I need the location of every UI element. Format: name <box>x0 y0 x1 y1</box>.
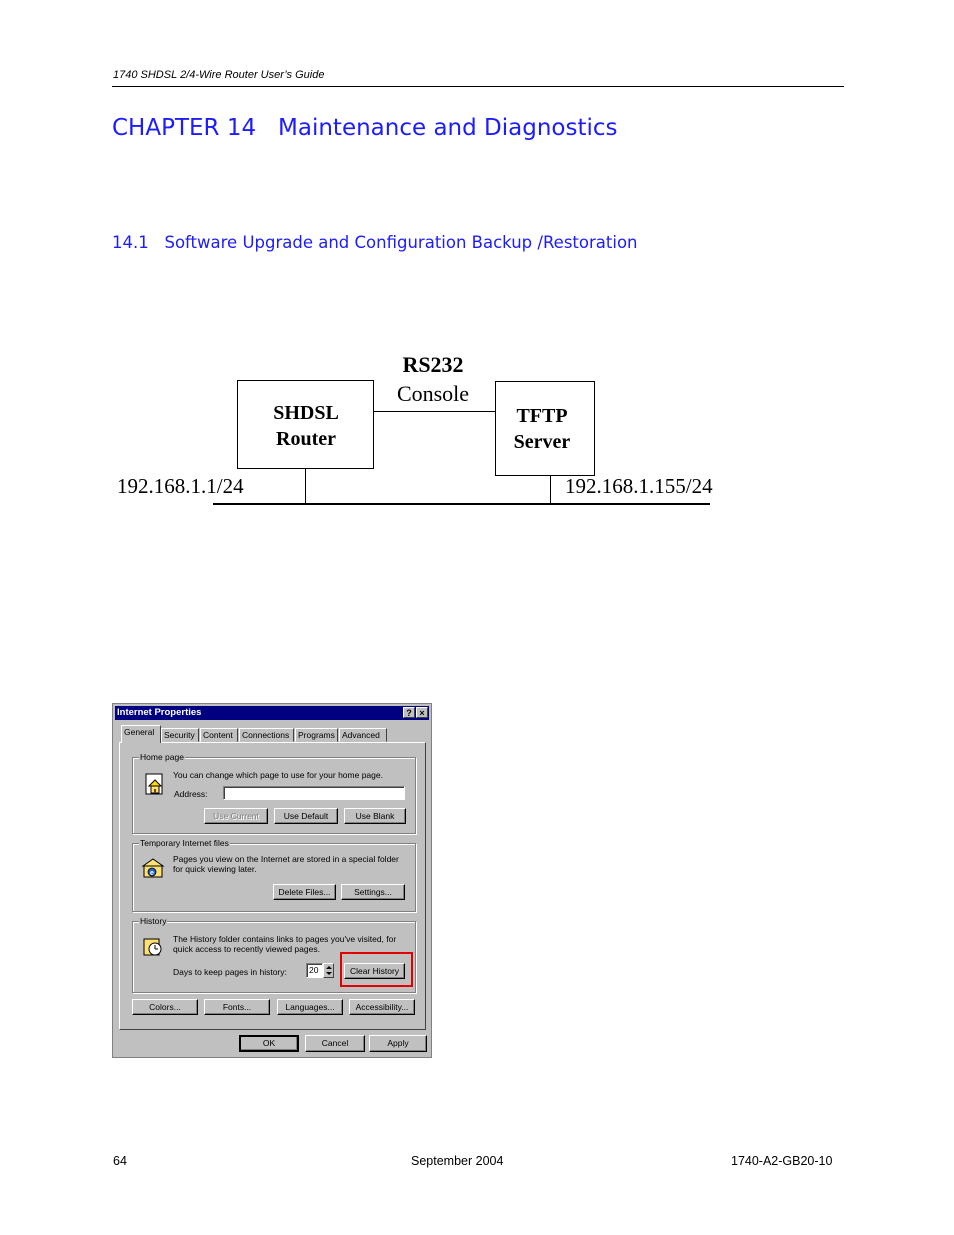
temp-files-folder-icon <box>141 856 165 880</box>
footer-doc-id: 1740-A2-GB20-10 <box>731 1154 833 1168</box>
link-label-line1: RS232 <box>402 352 464 377</box>
colors-button[interactable]: Colors... <box>132 999 198 1015</box>
tab-connections[interactable]: Connections <box>239 728 294 742</box>
server-drop-line <box>550 475 551 504</box>
use-default-button[interactable]: Use Default <box>274 808 338 824</box>
address-input[interactable] <box>223 786 405 800</box>
clear-history-highlight <box>340 952 413 987</box>
temp-files-description-line1: Pages you view on the Internet are stored in a special folder <box>173 854 399 864</box>
svg-text:e: e <box>150 870 154 877</box>
internet-properties-dialog <box>112 703 432 1058</box>
spinner-up-icon[interactable] <box>326 966 332 969</box>
tab-content[interactable]: Content <box>200 728 238 742</box>
use-blank-button[interactable]: Use Blank <box>344 808 406 824</box>
server-ip-label: 192.168.1.155/24 <box>565 474 713 498</box>
link-label-line2: Console <box>396 381 470 406</box>
history-group <box>132 916 416 993</box>
console-link-line <box>373 411 496 412</box>
use-current-button[interactable]: Use Current <box>204 808 268 824</box>
tab-general[interactable]: General <box>121 725 161 743</box>
ok-button[interactable]: OK <box>239 1035 299 1052</box>
tab-advanced[interactable]: Advanced <box>339 728 387 742</box>
cancel-button[interactable]: Cancel <box>305 1035 365 1052</box>
home-page-icon <box>143 772 167 796</box>
header-rule <box>112 86 844 87</box>
temp-files-description-line2: for quick viewing later. <box>173 864 257 874</box>
server-label-line1: TFTP <box>516 405 568 427</box>
router-ip-label: 192.168.1.1/24 <box>117 474 244 498</box>
server-label <box>496 403 588 455</box>
apply-button[interactable]: Apply <box>369 1035 427 1052</box>
close-button[interactable]: × <box>416 707 428 718</box>
accessibility-button[interactable]: Accessibility... <box>349 999 415 1015</box>
lan-bus-line <box>213 503 710 505</box>
temp-files-group-title: Temporary Internet files <box>140 838 229 848</box>
router-label-line1: SHDSL <box>273 402 339 424</box>
chapter-title: CHAPTER 14 Maintenance and Diagnostics <box>112 115 618 141</box>
delete-files-button[interactable]: Delete Files... <box>273 884 336 900</box>
router-label <box>240 400 372 452</box>
days-in-history-input[interactable]: 20 <box>306 963 323 978</box>
section-title: 14.1 Software Upgrade and Configuration Backup /Restoration <box>112 233 638 252</box>
address-label: Address: <box>174 789 208 799</box>
history-group-title: History <box>140 916 167 926</box>
home-page-group-title: Home page <box>140 752 184 762</box>
tab-security[interactable]: Security <box>161 728 199 742</box>
languages-button[interactable]: Languages... <box>277 999 343 1015</box>
home-page-group <box>132 752 416 834</box>
spinner-down-icon[interactable] <box>326 972 332 975</box>
link-label <box>383 350 483 408</box>
running-header: 1740 SHDSL 2/4-Wire Router User’s Guide <box>113 69 325 81</box>
router-label-line2: Router <box>276 428 336 450</box>
history-description-line2: quick access to recently viewed pages. <box>173 944 320 954</box>
history-icon <box>141 934 165 958</box>
general-tab-panel <box>119 742 426 1030</box>
page-number: 64 <box>113 1154 127 1168</box>
help-button[interactable]: ? <box>403 707 415 718</box>
tab-programs[interactable]: Programs <box>295 728 338 742</box>
temp-files-group <box>132 838 416 912</box>
router-drop-line <box>305 468 306 504</box>
dialog-title: Internet Properties <box>117 707 202 718</box>
footer-date: September 2004 <box>411 1154 504 1168</box>
server-label-line2: Server <box>513 431 571 453</box>
fonts-button[interactable]: Fonts... <box>204 999 270 1015</box>
home-page-description: You can change which page to use for your home page. <box>173 770 383 780</box>
dialog-titlebar <box>115 706 429 720</box>
days-in-history-label: Days to keep pages in history: <box>173 967 287 977</box>
clear-history-button[interactable]: Clear History <box>344 963 405 979</box>
days-spinner[interactable] <box>323 963 334 978</box>
settings-button[interactable]: Settings... <box>341 884 405 900</box>
history-description-line1: The History folder contains links to pages you've visited, for <box>173 934 397 944</box>
